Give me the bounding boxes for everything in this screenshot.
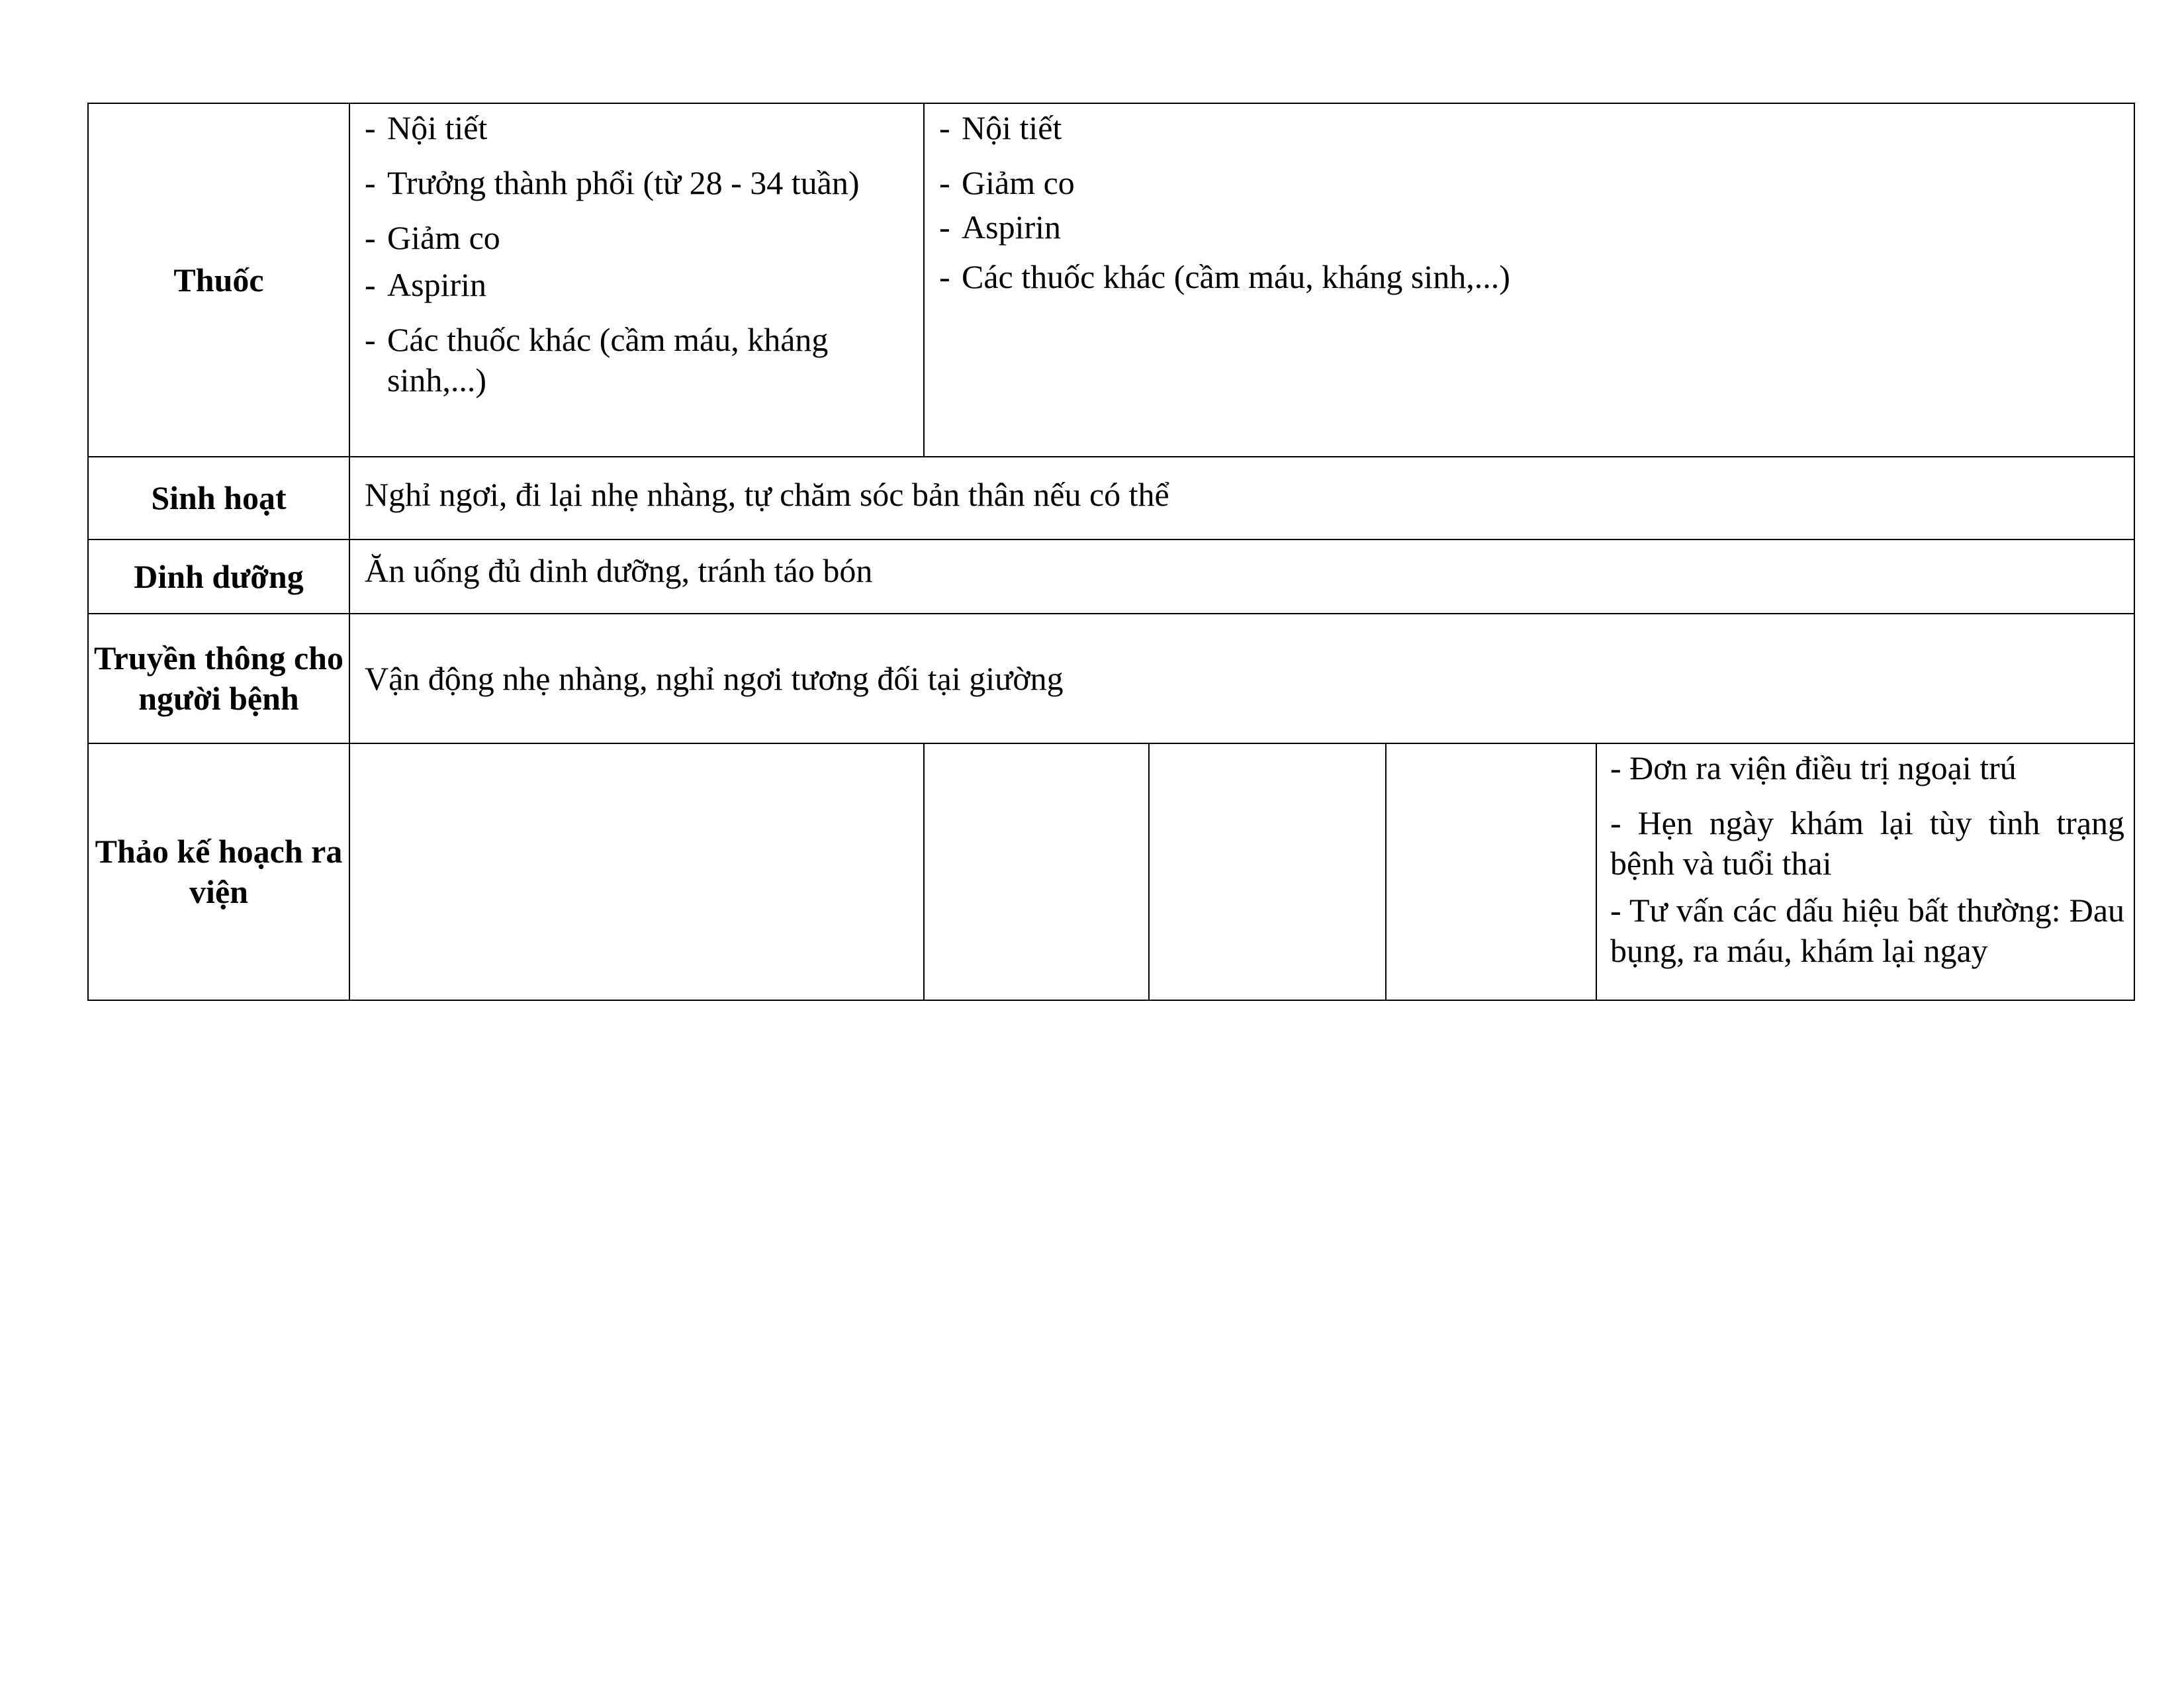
row-truyen-thong [88,614,2134,743]
care-plan-table [87,103,2135,1001]
thuoc-list-b [939,108,2122,297]
list-item: - Aspirin [365,265,911,305]
ra-vien-line: - Đơn ra viện điều trị ngoại trú [1610,749,2017,786]
row-label-thuoc: Thuốc [88,103,349,457]
row-sinh-hoat [88,457,2134,539]
row-label-truyen-thong: Truyền thông cho người bệnh [88,614,349,743]
list-item: - Nội tiết [365,108,911,148]
list-item: - Aspirin [939,207,2122,248]
ra-vien-empty-cell-1 [349,743,924,1000]
truyen-thong-text: Vận động nhẹ nhàng, nghỉ ngơi tương đối tại giường [349,614,2134,743]
row-label-sinh-hoat: Sinh hoạt [88,457,349,539]
thuoc-col-b [924,103,2134,457]
row-thuoc [88,103,2134,457]
row-dinh-duong [88,539,2134,614]
dinh-duong-text: Ăn uống đủ dinh dưỡng, tránh táo bón [349,539,2134,614]
list-item: - Giảm co [365,218,911,258]
ra-vien-empty-cell-3 [1149,743,1386,1000]
list-item: - Các thuốc khác (cầm máu, kháng sinh,...) [365,320,911,400]
list-item: - Giảm co [939,163,2122,203]
ra-vien-empty-cell-4 [1386,743,1596,1000]
thuoc-col-a [349,103,924,457]
sinh-hoat-text: Nghỉ ngơi, đi lại nhẹ nhàng, tự chăm sóc bản thân nếu có thể [349,457,2134,539]
row-ra-vien [88,743,2134,1000]
ra-vien-line: - Tư vấn các dấu hiệu bất thường: Đau bụng, ra máu, khám lại ngay [1610,892,2125,969]
list-item: - Các thuốc khác (cầm máu, kháng sinh,...) [939,257,2122,297]
thuoc-list-a [365,108,911,400]
row-label-ra-vien: Thảo kế hoạch ra viện [88,743,349,1000]
list-item: - Trưởng thành phổi (từ 28 - 34 tuần) [365,163,911,203]
list-item: - Nội tiết [939,108,2122,148]
ra-vien-notes [1596,743,2134,1000]
row-label-dinh-duong: Dinh dưỡng [88,539,349,614]
ra-vien-empty-cell-2 [924,743,1149,1000]
ra-vien-line: - Hẹn ngày khám lại tùy tình trạng bệnh và tuổi thai [1610,804,2125,882]
